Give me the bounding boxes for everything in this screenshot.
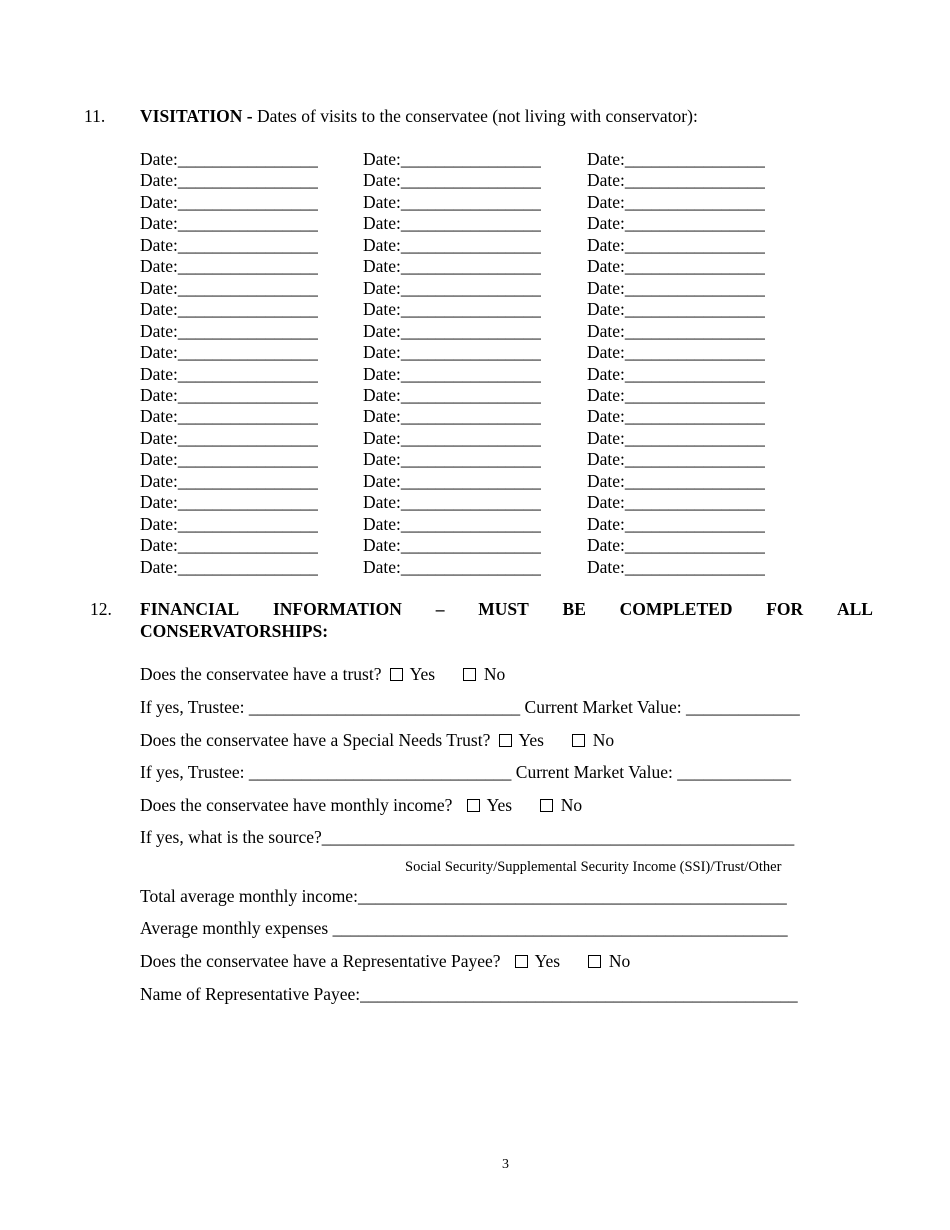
visit-date-field[interactable]: ________________: [177, 191, 318, 212]
visit-date-field[interactable]: ________________: [177, 384, 318, 405]
section-12-number: 12.: [90, 599, 112, 619]
visit-date-entry: [140, 301, 318, 319]
visit-date-label: Date:: [140, 213, 178, 234]
visit-date-field[interactable]: ________________: [400, 513, 541, 534]
trust-question: Does the conservatee have a trust?: [140, 664, 382, 684]
visit-date-field[interactable]: ________________: [624, 277, 765, 298]
visit-date-label: Date:: [363, 170, 401, 191]
visit-date-label: Date:: [363, 535, 401, 556]
visit-date-label: Date:: [587, 299, 625, 320]
snt-trustee-field[interactable]: ______________________________: [248, 762, 512, 782]
visit-date-field[interactable]: ________________: [400, 492, 541, 513]
visit-date-entry: [587, 191, 765, 212]
visit-date-label: Date:: [363, 363, 401, 384]
visit-date-field[interactable]: ________________: [177, 513, 318, 534]
visit-date-label: Date:: [363, 277, 401, 298]
visit-date-field[interactable]: ________________: [177, 556, 318, 577]
visit-date-field[interactable]: ________________: [177, 277, 318, 298]
snt-trustee-row: [140, 764, 791, 782]
snt-yes-checkbox[interactable]: [499, 734, 512, 747]
total-income-label: Total average monthly income:: [140, 886, 358, 906]
visit-date-field[interactable]: ________________: [624, 234, 765, 255]
visit-date-entry: [587, 301, 765, 319]
trust-yes-checkbox[interactable]: [390, 668, 403, 681]
visit-date-label: Date:: [363, 384, 401, 405]
trust-question-row: [140, 666, 505, 684]
title-word: COMPLETED: [619, 599, 733, 619]
visit-date-entry: [587, 451, 765, 469]
payee-name-field[interactable]: __________________________________________________: [360, 984, 798, 1004]
trust-no-checkbox[interactable]: [463, 668, 476, 681]
visit-date-label: Date:: [363, 234, 401, 255]
visit-date-field[interactable]: ________________: [624, 170, 765, 191]
income-source-hint: Social Security/Supplemental Security Income (SSI)/Trust/Other: [405, 859, 782, 875]
section-12-title-line1: [140, 601, 873, 619]
visit-date-label: Date:: [587, 427, 625, 448]
section-11-title: VISITATION -: [140, 106, 253, 126]
snt-trustee-label: If yes, Trustee:: [140, 762, 245, 782]
visit-date-field[interactable]: ________________: [400, 191, 541, 212]
visit-date-entry: [140, 494, 318, 512]
visit-date-entry: [587, 513, 765, 534]
visit-date-field[interactable]: ________________: [400, 449, 541, 470]
visit-date-entry: [587, 344, 765, 362]
total-income-row: [140, 888, 787, 906]
visit-date-entry: [363, 277, 541, 298]
visit-date-field[interactable]: ________________: [177, 427, 318, 448]
title-word: INFORMATION: [272, 599, 402, 619]
total-income-field[interactable]: _________________________________________________: [357, 886, 787, 906]
visit-date-field[interactable]: ________________: [400, 384, 541, 405]
visit-date-label: Date:: [140, 256, 178, 277]
title-word: BE: [562, 599, 586, 619]
visit-date-field[interactable]: ________________: [177, 342, 318, 363]
visit-date-field[interactable]: ________________: [177, 535, 318, 556]
visit-date-field[interactable]: ________________: [177, 320, 318, 341]
visit-date-entry: [587, 172, 765, 190]
visit-date-entry: [363, 258, 541, 276]
income-source-label: If yes, what is the source?: [140, 827, 322, 847]
visit-date-entry: [140, 277, 318, 298]
visit-date-entry: [140, 258, 318, 276]
visit-date-field[interactable]: ________________: [400, 342, 541, 363]
visit-date-field[interactable]: ________________: [177, 363, 318, 384]
visit-date-entry: [363, 344, 541, 362]
visit-date-label: Date:: [363, 470, 401, 491]
visit-date-entry: [363, 234, 541, 255]
visit-date-label: Date:: [587, 449, 625, 470]
visit-date-field[interactable]: ________________: [624, 149, 765, 169]
visit-date-entry: [363, 408, 541, 426]
visit-date-label: Date:: [363, 427, 401, 448]
income-no-checkbox[interactable]: [540, 799, 553, 812]
section-11-heading: [140, 108, 698, 126]
visit-date-label: Date:: [140, 342, 178, 363]
trust-yes-label: Yes: [409, 664, 436, 684]
visit-date-entry: [587, 215, 765, 233]
visit-date-label: Date:: [140, 513, 178, 534]
visit-date-label: Date:: [140, 492, 178, 513]
income-question-row: [140, 797, 582, 815]
visit-date-entry: [140, 537, 318, 555]
visit-date-entry: [140, 191, 318, 212]
visit-date-label: Date:: [140, 556, 178, 577]
visit-date-entry: [587, 384, 765, 405]
visit-date-field[interactable]: ________________: [624, 470, 765, 491]
visit-date-field[interactable]: ________________: [400, 299, 541, 320]
trust-trustee-field[interactable]: _______________________________: [248, 697, 521, 717]
visit-date-label: Date:: [140, 384, 178, 405]
visit-date-entry: [363, 451, 541, 469]
visit-date-entry: [140, 451, 318, 469]
trust-trustee-label: If yes, Trustee:: [140, 697, 245, 717]
snt-no-label: No: [592, 730, 615, 750]
visit-date-field[interactable]: ________________: [624, 363, 765, 384]
trust-trustee-row: [140, 699, 800, 717]
title-word: MUST: [478, 599, 529, 619]
visit-date-entry: [587, 258, 765, 276]
visit-date-field[interactable]: ________________: [177, 170, 318, 191]
visit-date-field[interactable]: ________________: [400, 149, 541, 169]
visit-date-entry: [363, 320, 541, 341]
visit-date-label: Date:: [363, 149, 401, 169]
visit-date-label: Date:: [363, 191, 401, 212]
visit-date-entry: [587, 537, 765, 555]
payee-yes-checkbox[interactable]: [515, 955, 528, 968]
visit-date-entry: [587, 151, 765, 169]
visit-date-entry: [363, 470, 541, 491]
visit-date-entry: [363, 513, 541, 534]
visit-date-entry: [363, 556, 541, 577]
visit-date-field[interactable]: ________________: [400, 535, 541, 556]
payee-no-checkbox[interactable]: [588, 955, 601, 968]
visit-date-label: Date:: [363, 449, 401, 470]
visit-date-entry: [140, 427, 318, 448]
visit-date-entry: [140, 172, 318, 190]
visit-date-label: Date:: [363, 492, 401, 513]
payee-name-label: Name of Representative Payee:: [140, 984, 361, 1004]
section-11-description: Dates of visits to the conservatee (not living with conservator):: [257, 106, 698, 126]
section-11-number: 11.: [84, 106, 106, 126]
income-no-label: No: [560, 795, 583, 815]
visit-date-field[interactable]: ________________: [624, 320, 765, 341]
visit-date-field[interactable]: ________________: [177, 449, 318, 470]
expenses-label: Average monthly expenses: [140, 918, 329, 938]
visit-date-label: Date:: [587, 277, 625, 298]
visit-date-entry: [587, 427, 765, 448]
visit-date-entry: [140, 384, 318, 405]
visit-date-label: Date:: [587, 470, 625, 491]
visit-date-label: Date:: [140, 470, 178, 491]
title-word: ALL: [836, 599, 873, 619]
visit-date-entry: [140, 363, 318, 384]
visit-date-entry: [587, 494, 765, 512]
visit-date-field[interactable]: ________________: [400, 256, 541, 277]
visit-date-label: Date:: [587, 535, 625, 556]
visit-date-label: Date:: [363, 556, 401, 577]
visit-date-label: Date:: [140, 234, 178, 255]
visit-date-entry: [587, 363, 765, 384]
visit-date-entry: [587, 320, 765, 341]
snt-question: Does the conservatee have a Special Needs Trust?: [140, 730, 491, 750]
visit-date-label: Date:: [587, 149, 625, 169]
visit-date-field[interactable]: ________________: [177, 299, 318, 320]
visit-date-label: Date:: [140, 149, 178, 169]
visit-date-entry: [363, 494, 541, 512]
visit-date-field[interactable]: ________________: [177, 492, 318, 513]
visit-date-label: Date:: [363, 213, 401, 234]
visit-date-label: Date:: [140, 449, 178, 470]
trust-market-value-field[interactable]: _____________: [686, 697, 800, 717]
payee-question: Does the conservatee have a Representative Payee?: [140, 951, 501, 971]
visit-date-label: Date:: [140, 170, 178, 191]
visit-date-label: Date:: [587, 191, 625, 212]
visit-date-entry: [140, 408, 318, 426]
page-number: 3: [502, 1157, 509, 1172]
income-source-field[interactable]: ______________________________________________________: [321, 827, 795, 847]
visit-date-label: Date:: [587, 170, 625, 191]
visit-date-entry: [587, 277, 765, 298]
visit-date-field[interactable]: ________________: [177, 213, 318, 234]
payee-no-label: No: [608, 951, 631, 971]
visit-date-label: Date:: [587, 513, 625, 534]
visit-date-field[interactable]: ________________: [624, 556, 765, 577]
trust-no-label: No: [483, 664, 506, 684]
visit-date-field[interactable]: ________________: [624, 299, 765, 320]
visit-date-field[interactable]: ________________: [624, 256, 765, 277]
expenses-row: [140, 920, 788, 938]
visit-date-field[interactable]: ________________: [400, 470, 541, 491]
visit-date-entry: [140, 320, 318, 341]
visit-date-label: Date:: [587, 492, 625, 513]
visit-date-label: Date:: [140, 535, 178, 556]
visit-date-entry: [363, 427, 541, 448]
title-word: –: [435, 599, 445, 619]
visit-date-field[interactable]: ________________: [177, 234, 318, 255]
visit-date-label: Date:: [140, 406, 178, 427]
visit-date-label: Date:: [363, 513, 401, 534]
visit-date-entry: [587, 470, 765, 491]
visit-date-label: Date:: [587, 213, 625, 234]
visit-date-entry: [140, 470, 318, 491]
visit-date-label: Date:: [587, 384, 625, 405]
visit-date-field[interactable]: ________________: [177, 256, 318, 277]
visit-date-entry: [363, 191, 541, 212]
income-question: Does the conservatee have monthly income?: [140, 795, 453, 815]
visit-date-label: Date:: [140, 277, 178, 298]
visit-date-label: Date:: [587, 406, 625, 427]
visit-date-field[interactable]: ________________: [624, 406, 765, 427]
visit-date-field[interactable]: ________________: [177, 406, 318, 427]
visit-date-field[interactable]: ________________: [400, 277, 541, 298]
trust-market-value-label: Current Market Value:: [524, 697, 682, 717]
visit-date-field[interactable]: ________________: [624, 449, 765, 470]
visit-date-field[interactable]: ________________: [624, 427, 765, 448]
visit-date-field[interactable]: ________________: [400, 406, 541, 427]
visit-date-entry: [363, 301, 541, 319]
visit-date-label: Date:: [587, 342, 625, 363]
snt-market-value-label: Current Market Value:: [515, 762, 673, 782]
section-12-title-line2: CONSERVATORSHIPS:: [140, 621, 329, 641]
income-yes-label: Yes: [486, 795, 513, 815]
visit-date-entry: [363, 537, 541, 555]
visit-date-entry: [363, 215, 541, 233]
visit-date-field[interactable]: ________________: [400, 234, 541, 255]
visit-date-label: Date:: [587, 320, 625, 341]
payee-question-row: [140, 953, 630, 971]
payee-yes-label: Yes: [534, 951, 561, 971]
visit-date-entry: [363, 151, 541, 169]
payee-name-row: [140, 986, 798, 1004]
visit-date-entry: [587, 234, 765, 255]
visit-date-field[interactable]: ________________: [624, 535, 765, 556]
visit-date-field[interactable]: ________________: [177, 149, 318, 169]
visit-date-field[interactable]: ________________: [400, 170, 541, 191]
income-source-row: [140, 829, 794, 847]
visit-date-field[interactable]: ________________: [400, 320, 541, 341]
visit-date-label: Date:: [363, 406, 401, 427]
visit-date-field[interactable]: ________________: [400, 556, 541, 577]
visit-date-label: Date:: [587, 363, 625, 384]
visit-date-field[interactable]: ________________: [400, 213, 541, 234]
visit-date-label: Date:: [587, 234, 625, 255]
visit-date-entry: [363, 172, 541, 190]
visit-date-entry: [140, 234, 318, 255]
visit-date-label: Date:: [587, 256, 625, 277]
title-word: FINANCIAL: [140, 599, 240, 619]
visit-date-field[interactable]: ________________: [624, 384, 765, 405]
visit-date-label: Date:: [140, 299, 178, 320]
visit-date-label: Date:: [140, 363, 178, 384]
snt-question-row: [140, 732, 614, 750]
visit-date-field[interactable]: ________________: [177, 470, 318, 491]
visit-date-field[interactable]: ________________: [400, 363, 541, 384]
visit-date-entry: [140, 344, 318, 362]
visit-date-entry: [363, 363, 541, 384]
visit-date-field[interactable]: ________________: [624, 513, 765, 534]
visit-date-label: Date:: [363, 256, 401, 277]
visit-date-field[interactable]: ________________: [624, 213, 765, 234]
visit-date-field[interactable]: ________________: [624, 492, 765, 513]
visit-date-entry: [140, 556, 318, 577]
visit-date-field[interactable]: ________________: [624, 342, 765, 363]
snt-yes-label: Yes: [518, 730, 544, 750]
snt-no-checkbox[interactable]: [572, 734, 585, 747]
visit-date-entry: [587, 556, 765, 577]
visit-date-entry: [140, 513, 318, 534]
visit-date-field[interactable]: ________________: [400, 427, 541, 448]
visit-date-label: Date:: [363, 342, 401, 363]
visit-date-entry: [363, 384, 541, 405]
income-yes-checkbox[interactable]: [467, 799, 480, 812]
visit-date-label: Date:: [140, 320, 178, 341]
visit-date-field[interactable]: ________________: [624, 191, 765, 212]
visit-date-label: Date:: [587, 556, 625, 577]
visit-date-entry: [140, 151, 318, 169]
title-word: FOR: [766, 599, 804, 619]
visit-date-label: Date:: [363, 320, 401, 341]
visit-date-label: Date:: [140, 427, 178, 448]
expenses-field[interactable]: ____________________________________________________: [332, 918, 788, 938]
visit-date-entry: [587, 408, 765, 426]
visit-date-entry: [140, 215, 318, 233]
visit-date-label: Date:: [140, 191, 178, 212]
visit-date-label: Date:: [363, 299, 401, 320]
snt-market-value-field[interactable]: _____________: [677, 762, 792, 782]
